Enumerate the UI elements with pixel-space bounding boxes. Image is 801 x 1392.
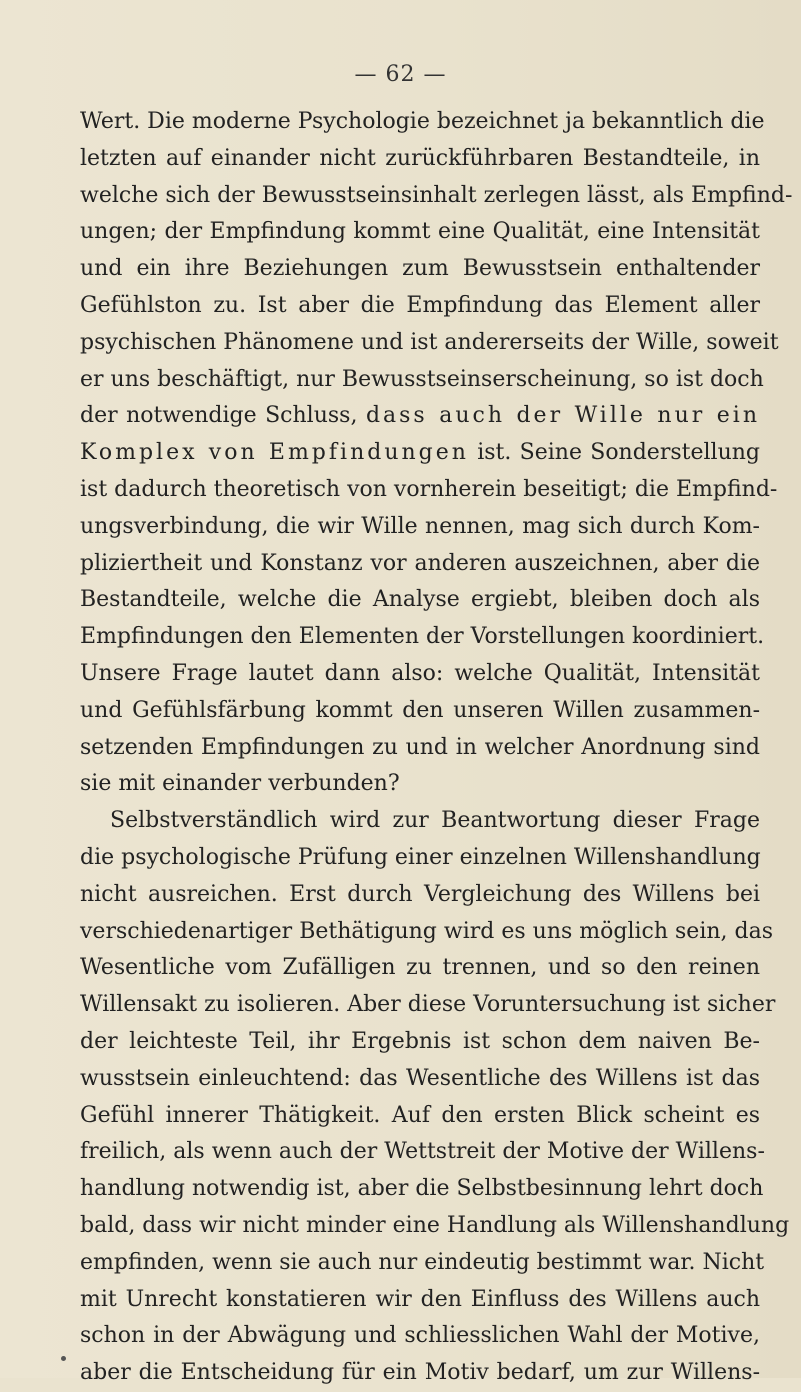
text-line-17: und Gefühlsfärbung kommt den unseren Willen zusammen- [80, 697, 760, 723]
text-line-9 [80, 398, 760, 435]
text-line-10-end: ist. Seine Sonderstellung [477, 440, 760, 466]
text-line-30: handlung notwendig ist, aber die Selbstbesinnung lehrt doch [80, 1176, 764, 1202]
text-line-31: bald, dass wir nicht minder eine Handlung als Willenshandlung [80, 1212, 790, 1238]
text-line-9-start: der notwendige Schluss, [80, 403, 358, 429]
text-line-32: empfinden, wenn sie auch nur eindeutig bestimmt war. Nicht [80, 1249, 765, 1275]
text-line-19: sie mit einander verbunden? [80, 771, 400, 797]
text-line-26: der leichteste Teil, ihr Ergebnis ist schon dem naiven Be- [80, 1028, 760, 1054]
text-line-1: Wert. Die moderne Psychologie bezeichnet ja bekanntlich die [80, 109, 765, 134]
text-line-11: ist dadurch theoretisch von vornherein beseitigt; die Empfind- [80, 476, 778, 502]
text-line-10 [80, 435, 760, 472]
text-line-22: nicht ausreichen. Erst durch Vergleichung des Willens bei [80, 881, 760, 907]
text-line-3: welche sich der Bewusstseinsinhalt zerlegen lässt, als Empfind- [80, 182, 793, 208]
page-number-header: — 62 — [354, 62, 447, 87]
text-line-23: verschiedenartiger Bethätigung wird es uns möglich sein, das [80, 918, 773, 944]
text-line-21: die psychologische Prüfung einer einzelnen Willenshandlung [80, 844, 761, 870]
text-line-33: mit Unrecht konstatieren wir den Einfluss des Willens auch [80, 1286, 760, 1312]
text-line-7: psychischen Phänomene und ist andererseits der Wille, soweit [80, 329, 779, 355]
text-line-14: Bestandteile, welche die Analyse ergiebt, bleiben doch als [80, 587, 760, 613]
text-line-28: Gefühl innerer Thätigkeit. Auf den ersten Blick scheint es [80, 1102, 760, 1128]
text-line-12: ungsverbindung, die wir Wille nennen, mag sich durch Kom- [80, 513, 760, 539]
text-line-34: schon in der Abwägung und schliesslichen Wahl der Motive, [80, 1323, 760, 1349]
text-line-15: Empfindungen den Elementen der Vorstellungen koordiniert. [80, 624, 765, 650]
emphasized-phrase: dass auch der Wille nur ein [365, 403, 760, 429]
text-line-5: und ein ihre Beziehungen zum Bewusstsein enthaltender [80, 256, 760, 282]
body-text [80, 104, 793, 1392]
text-line-18: setzenden Empfindungen zu und in welcher Anordnung sind [80, 734, 760, 760]
text-line-27: wusstsein einleuchtend: das Wesentliche des Willens ist das [80, 1065, 760, 1091]
text-line-20: Selbstverständlich wird zur Beantwortung dieser Frage [110, 808, 760, 834]
ink-speck [61, 1356, 66, 1361]
text-line-8: er uns beschäftigt, nur Bewusstseinserscheinung, so ist doch [80, 366, 764, 392]
text-line-25: Willensakt zu isolieren. Aber diese Voruntersuchung ist sicher [80, 992, 776, 1018]
text-line-2: letzten auf einander nicht zurückführbaren Bestandteile, in [80, 145, 760, 171]
text-line-6: Gefühlston zu. Ist aber die Empfindung das Element aller [80, 292, 760, 318]
text-line-4: ungen; der Empfindung kommt eine Qualität, eine Intensität [80, 219, 760, 245]
text-line-13: pliziertheit und Konstanz vor anderen auszeichnen, aber die [80, 550, 760, 576]
text-line-24: Wesentliche vom Zufälligen zu trennen, und so den reinen [80, 955, 760, 981]
text-line-16: Unsere Frage lautet dann also: welche Qualität, Intensität [80, 660, 760, 686]
emphasized-phrase-continued: Komplex von Empfindungen [80, 440, 469, 466]
text-line-35: aber die Entscheidung für ein Motiv bedarf, um zur Willens- [80, 1360, 760, 1386]
text-line-29: freilich, als wenn auch der Wettstreit der Motive der Willens- [80, 1139, 765, 1165]
